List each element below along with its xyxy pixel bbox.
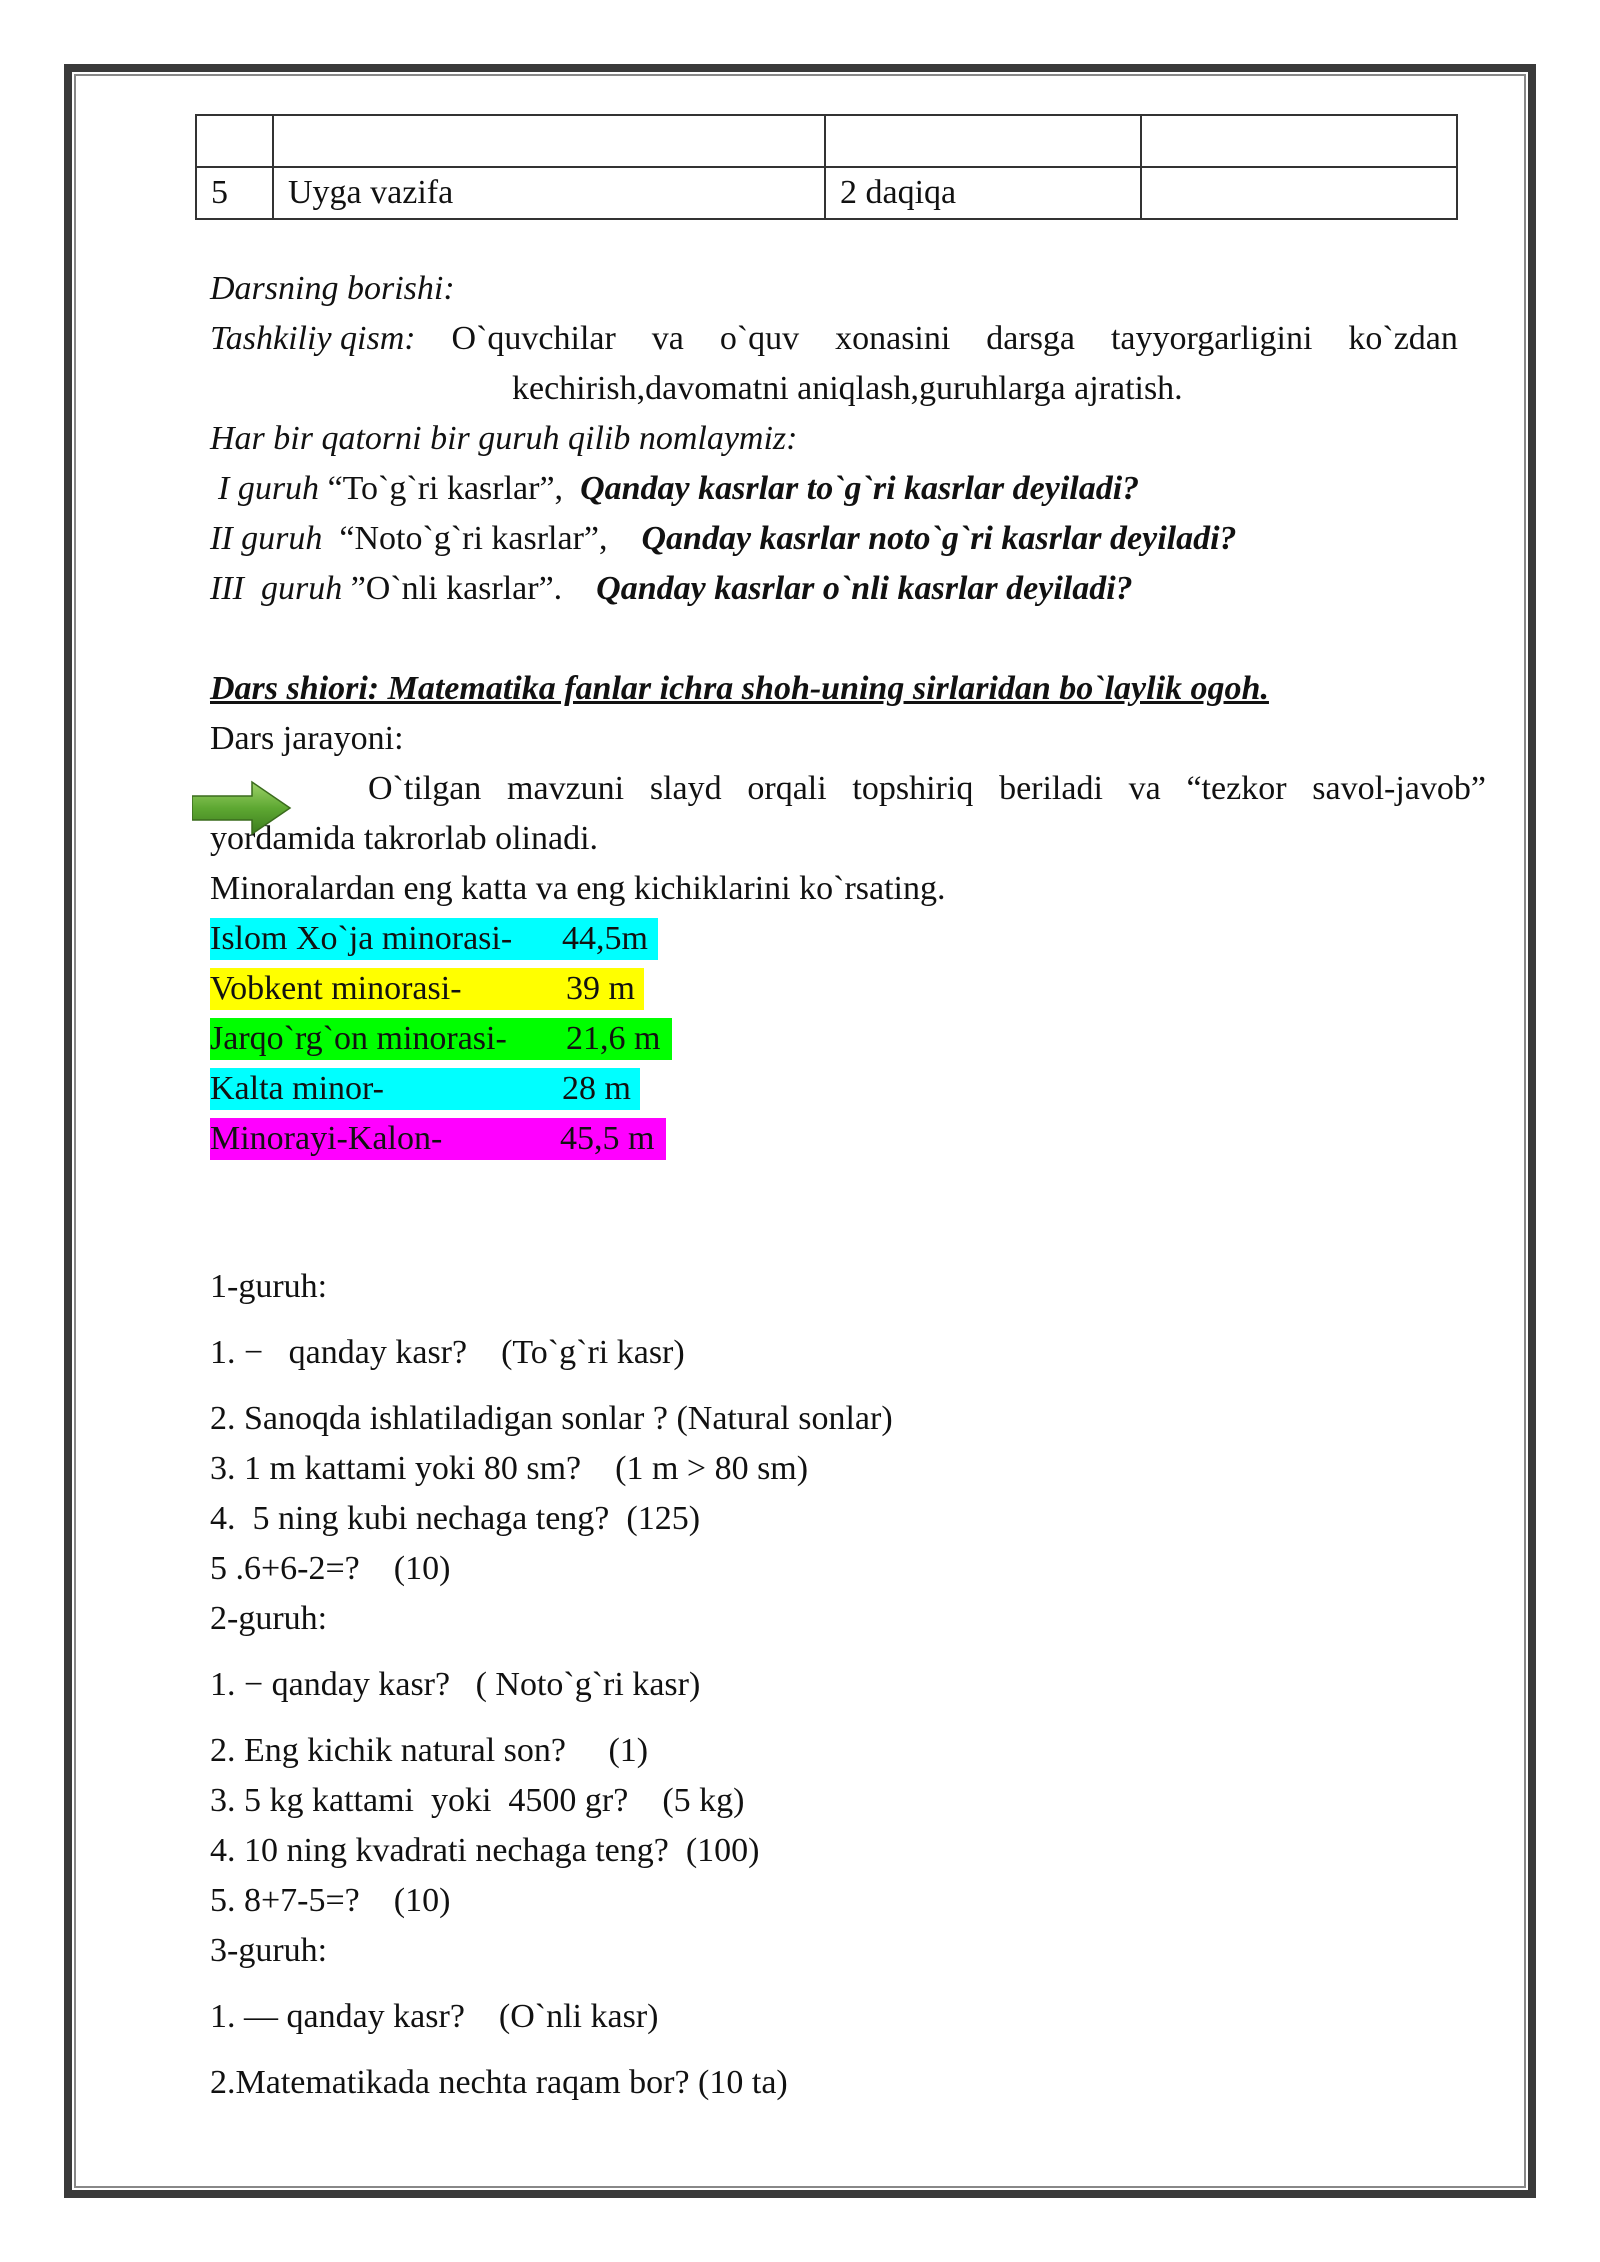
guruh-1-question: 4. 5 ning kubi nechaga teng? (125)	[210, 1500, 701, 1537]
guruh-3-title: 3-guruh:	[210, 1932, 328, 1969]
minora-value: 28 m	[562, 1070, 631, 1107]
minora-highlight	[210, 1018, 672, 1060]
minora-highlight	[210, 1068, 640, 1110]
lesson-plan-table	[195, 114, 1458, 220]
minora-name: Kalta minor-	[210, 1070, 384, 1107]
slayd-word: slayd	[649, 770, 722, 807]
table-cell: 2 daqiqa	[825, 167, 1141, 219]
guruh-2-title: 2-guruh:	[210, 1600, 328, 1637]
slayd-line-2: yordamida takrorlab olinadi.	[210, 820, 599, 857]
slayd-line-1	[368, 768, 1486, 810]
slayd-word: “tezkor	[1186, 770, 1287, 807]
guruh-1-title: 1-guruh:	[210, 1268, 328, 1305]
table-cell	[825, 115, 1141, 167]
table-cell	[1141, 167, 1457, 219]
guruh-2-question: 2. Eng kichik natural son? (1)	[210, 1732, 649, 1769]
guruh-2-question: 4. 10 ning kvadrati nechaga teng? (100)	[210, 1832, 760, 1869]
table-cell: 5	[196, 167, 273, 219]
dars-jarayoni-heading: Dars jarayoni:	[210, 720, 404, 757]
group-name: “Noto`g`ri kasrlar”,	[322, 520, 642, 557]
tashkiliy-word: ko`zdan	[1348, 320, 1458, 357]
dars-shiori: Dars shiori: Matematika fanlar ichra shoh-uning sirlaridan bo`laylik ogoh.	[210, 670, 1269, 707]
guruh-3-question: 2.Matematikada nechta raqam bor? (10 ta)	[210, 2064, 788, 2101]
tashkiliy-word: va	[651, 320, 684, 357]
minora-value: 39 m	[566, 970, 635, 1007]
minora-row	[210, 1118, 666, 1160]
slayd-word: savol-javob”	[1312, 770, 1486, 807]
slayd-word: O`tilgan	[368, 770, 482, 807]
minora-row	[210, 1068, 640, 1110]
guruh-2-question: 1. − qanday kasr? ( Noto`g`ri kasr)	[210, 1666, 701, 1703]
guruh-2-question: 3. 5 kg kattami yoki 4500 gr? (5 kg)	[210, 1782, 745, 1819]
slayd-word: mavzuni	[507, 770, 625, 807]
table-row	[196, 167, 1457, 219]
minora-row	[210, 918, 658, 960]
slayd-word: topshiriq	[852, 770, 974, 807]
table-cell: Uyga vazifa	[273, 167, 825, 219]
slayd-word: va	[1128, 770, 1161, 807]
group-label: II guruh	[210, 520, 323, 557]
minora-highlight	[210, 968, 644, 1010]
green-arrow-icon	[192, 780, 292, 836]
tashkiliy-word: tayyorgarligini	[1110, 320, 1313, 357]
slayd-word: orqali	[747, 770, 827, 807]
tashkiliy-label: Tashkiliy qism:	[210, 320, 416, 357]
guruh-3-question: 1. — qanday kasr? (O`nli kasr)	[210, 1998, 659, 2035]
minora-value: 21,6 m	[566, 1020, 661, 1057]
minora-value: 44,5m	[562, 920, 648, 957]
slayd-word: beriladi	[999, 770, 1103, 807]
minora-row	[210, 968, 644, 1010]
group-question: Qanday kasrlar noto`g`ri kasrlar deyiladi?	[641, 520, 1237, 557]
group-name: ”O`nli kasrlar”.	[342, 570, 597, 607]
guruh-1-question: 5 .6+6-2=? (10)	[210, 1550, 451, 1587]
minora-name: Jarqo`rg`on minorasi-	[210, 1020, 507, 1057]
guruh-1-question: 3. 1 m kattami yoki 80 sm? (1 m > 80 sm)	[210, 1450, 809, 1487]
minora-highlight	[210, 1118, 666, 1160]
guruh-2-question: 5. 8+7-5=? (10)	[210, 1882, 451, 1919]
group-3-line	[210, 568, 1133, 610]
tashkiliy-line-2: kechirish,davomatni aniqlash,guruhlarga ajratish.	[512, 370, 1183, 407]
minora-highlight	[210, 918, 658, 960]
har-bir-qator-text: Har bir qatorni bir guruh qilib nomlaymiz:	[210, 420, 798, 457]
group-question: Qanday kasrlar to`g`ri kasrlar deyiladi?	[580, 470, 1140, 507]
minora-name: Islom Xo`ja minorasi-	[210, 920, 513, 957]
group-label: III guruh	[210, 570, 343, 607]
tashkiliy-word: xonasini	[835, 320, 951, 357]
tashkiliy-word: o`quv	[719, 320, 800, 357]
minora-value: 45,5 m	[560, 1120, 655, 1157]
tashkiliy-word: darsga	[986, 320, 1076, 357]
table-cell	[1141, 115, 1457, 167]
group-label: I guruh	[218, 470, 320, 507]
group-name: “To`g`ri kasrlar”,	[319, 470, 581, 507]
minora-name: Vobkent minorasi-	[210, 970, 462, 1007]
tashkiliy-line	[210, 318, 1458, 360]
group-2-line	[210, 518, 1237, 560]
darsning-borishi-heading: Darsning borishi:	[210, 270, 455, 307]
guruh-1-question: 1. − qanday kasr? (To`g`ri kasr)	[210, 1334, 685, 1371]
table-cell	[196, 115, 273, 167]
minoralar-intro: Minoralardan eng katta va eng kichiklarini ko`rsating.	[210, 870, 946, 907]
guruh-1-question: 2. Sanoqda ishlatiladigan sonlar ? (Natural sonlar)	[210, 1400, 893, 1437]
table-cell	[273, 115, 825, 167]
minora-name: Minorayi-Kalon-	[210, 1120, 443, 1157]
tashkiliy-word: O`quvchilar	[451, 320, 616, 357]
minora-row	[210, 1018, 672, 1060]
group-question: Qanday kasrlar o`nli kasrlar deyiladi?	[596, 570, 1133, 607]
table-row	[196, 115, 1457, 167]
group-1-line	[218, 468, 1139, 510]
